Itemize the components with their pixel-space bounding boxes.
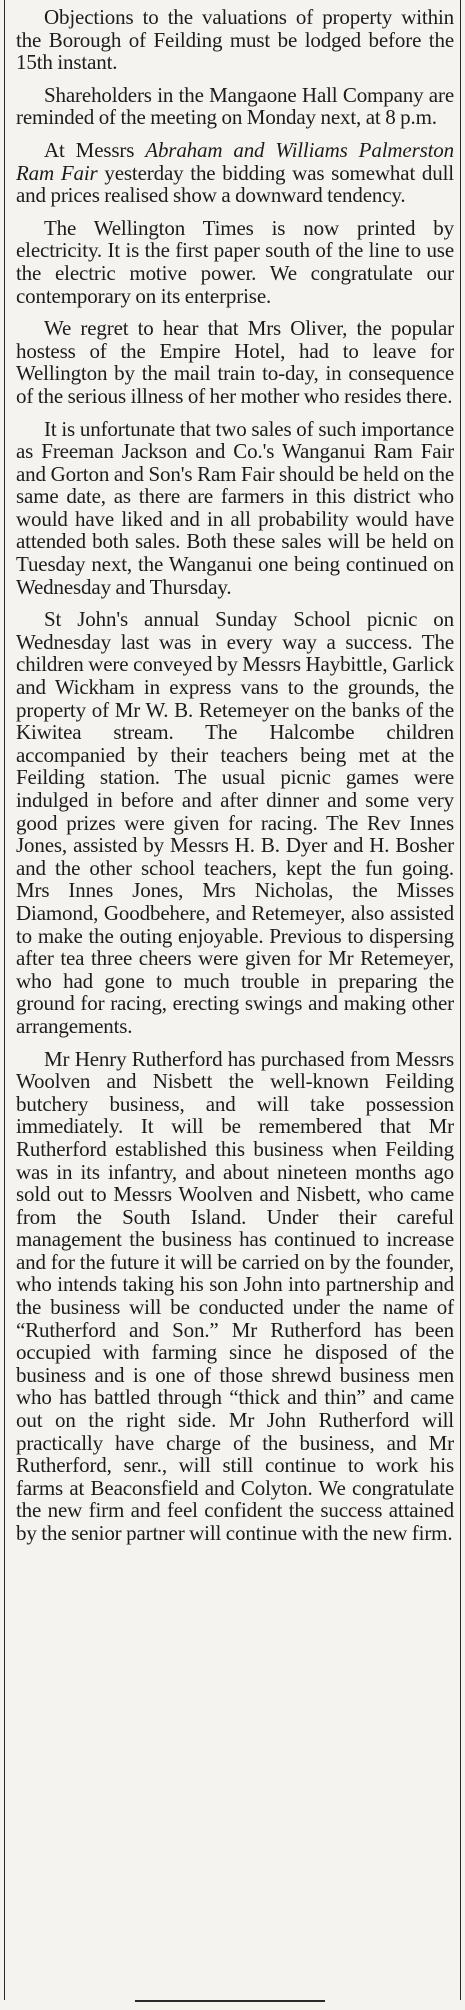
paragraph-text: Shareholders in the Mangaone Hall Company are reminded of the meeting on Monday next, at 8 p.m. — [16, 82, 454, 130]
paragraph-lead: At Messrs — [44, 137, 146, 162]
paragraph-ram-fair — [16, 139, 454, 207]
paragraph-sunday-school-picnic — [16, 608, 454, 1037]
paragraph-text: St John's annual Sunday School picnic on Wednesday last was in every way a success. The children were conveyed by Messrs Haybittle, Garlick and Wickham in express vans to the grounds, the property of Mr W. B. Retemeyer on the banks of the Kiwitea stream. The Halcombe children accompanied by their teachers being met at the Feilding station. The usual picnic games were indulged in before and after dinner and some very good prizes were given for racing. The Rev Innes Jones, assisted by Messrs H. B. Dyer and H. Bosher and the other school teachers, kept the fun going. Mrs Innes Jones, Mrs Nicholas, the Misses Diamond, Goodbehere, and Retemeyer, also assisted to make the outing enjoyable. Previous to dispersing after tea three cheers were given for Mr Retemeyer, who had gone to much trouble in preparing the ground for racing, erecting swings and making other arrangements. — [16, 607, 454, 1038]
column-rule-right — [460, 0, 461, 2000]
column-rule-left — [4, 0, 5, 2000]
paragraph-text: Mr Henry Rutherford has purchased from Messrs Woolven and Nisbett the well-known Feilding butchery business, and will take possession immediately. It will be remembered that Mr Rutherford established this business when Feilding was in its infantry, and about nineteen months ago sold out to Messrs Woolven and Nisbett, who came from the South Island. Under their careful management the business has continued to increase and for the future it will be carried on by the founder, who intends taking his son John into partnership and the business will be conducted under the name of “Rutherford and Son.” Mr Rutherford has been occupied with farming since he disposed of the business and is one of those shrewd business men who has battled through “thick and thin” and came out on the right side. Mr John Rutherford will practically have charge of the business, and Mr Rutherford, senr., will still continue to work his farms at Beaconsfield and Colyton. We congratulate the new firm and feel confident the success attained by the senior partner will continue with the new firm. — [16, 1046, 454, 1545]
paragraph-italic-name: Abraham and Williams Palmerston Ram Fair — [16, 137, 454, 185]
paragraph-text: Objections to the valuations of property within the Borough of Feilding must be lodged before the 15th instant. — [16, 5, 454, 75]
end-rule — [135, 2000, 325, 2002]
paragraph-rutherford-butchery — [16, 1048, 454, 1545]
paragraph-two-sales — [16, 418, 454, 599]
paragraph-text: It is unfortunate that two sales of such importance as Freeman Jackson and Co.'s Wanganui Ram Fair and Gorton and Son's Ram Fair should be held on the same date, as there are farmers in this district who would have liked and in all probability would have attended both sales. Both these sales will be held on Tuesday next, the Wanganui one being continued on Wednesday and Thursday. — [16, 416, 454, 599]
paragraph-wellington-times — [16, 217, 454, 307]
paragraph-mrs-oliver — [16, 317, 454, 407]
news-column — [16, 4, 454, 1555]
paragraph-text: yesterday the bidding was somewhat dull and prices realised show a downward tendency. — [16, 160, 454, 208]
paragraph-mangaone-hall — [16, 84, 454, 129]
paragraph-text: We regret to hear that Mrs Oliver, the popular hostess of the Empire Hotel, had to leave for Wellington by the mail train to-day, in consequence of the serious illness of her mother who resides there. — [16, 316, 454, 408]
paragraph-valuation-objections — [16, 6, 454, 74]
paragraph-text: The Wellington Times is now printed by electricity. It is the first paper south of the line to use the electric motive power. We congratulate our contemporary on its enterprise. — [16, 215, 454, 308]
